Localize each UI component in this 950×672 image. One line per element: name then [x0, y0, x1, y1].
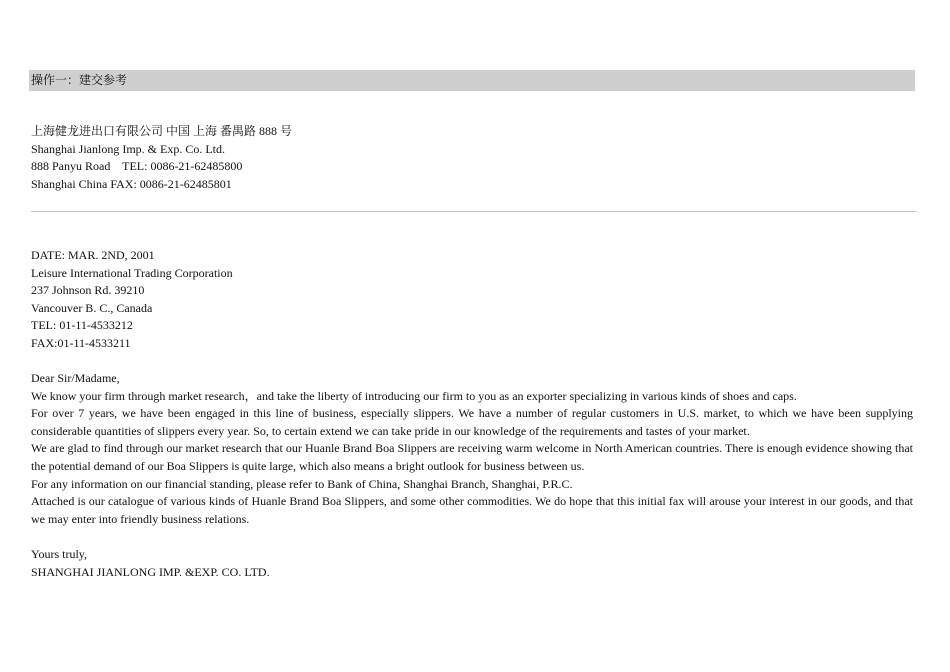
- body-paragraph-3: We are glad to find through our market research that our Huanle Brand Boa Slippers are receiving warm welcome in North American countries. There is enough evidence showing that the potential demand of our Boa Slippers is quite large, which also means a bright outlook for business between us.: [31, 441, 913, 473]
- company-name-chinese: 上海健龙进出口有限公司 中国 上海 番禺路 888 号: [31, 124, 293, 138]
- company-address-tel: 888 Panyu Road TEL: 0086-21-62485800: [31, 159, 243, 174]
- company-name-english: Shanghai Jianlong Imp. & Exp. Co. Ltd.: [31, 141, 225, 156]
- body-paragraph-4: For any information on our financial standing, please refer to Bank of China, Shanghai Branch, Shanghai, P.R.C.: [31, 476, 573, 491]
- recipient-fax: FAX:01-11-4533211: [31, 335, 131, 350]
- body-paragraph-5: Attached is our catalogue of various kinds of Huanle Brand Boa Slippers, and some other commodities. We do hope that this initial fax will arouse your interest in our goods, and that we may enter into friendly business relations.: [31, 494, 913, 526]
- paragraph-gap: [31, 528, 913, 546]
- section-header-label: 操作一：建交参考: [31, 73, 128, 87]
- body-paragraph-2: For over 7 years, we have been engaged in this line of business, especially slippers. We have a number of regular customers in U.S. market, to which we have been supplying considerable quantities of slippers every year. So, to certain extend we can take pride in our knowledge of the requirements and tastes of your market.: [31, 406, 913, 438]
- signature: SHANGHAI JIANLONG IMP. &EXP. CO. LTD.: [31, 564, 270, 579]
- letter-body: [31, 370, 913, 581]
- body-paragraph-1: We know your firm through market research，and take the liberty of introducing our firm to you as an exporter specializing in various kinds of shoes and caps.: [31, 388, 797, 403]
- recipient-tel: TEL: 01-11-4533212: [31, 318, 133, 333]
- section-header-bar: [29, 70, 915, 91]
- recipient-name: Leisure International Trading Corporation: [31, 265, 233, 280]
- company-city-fax: Shanghai China FAX: 0086-21-62485801: [31, 176, 232, 191]
- recipient-address-line2: Vancouver B. C., Canada: [31, 300, 153, 315]
- recipient-address-line1: 237 Johnson Rd. 39210: [31, 283, 145, 298]
- salutation: Dear Sir/Madame,: [31, 371, 120, 385]
- company-letterhead: [31, 123, 913, 193]
- closing: Yours truly,: [31, 546, 88, 561]
- recipient-block: [31, 247, 913, 353]
- letter-date: DATE: MAR. 2ND, 2001: [31, 248, 155, 262]
- letterhead-divider: [31, 211, 917, 212]
